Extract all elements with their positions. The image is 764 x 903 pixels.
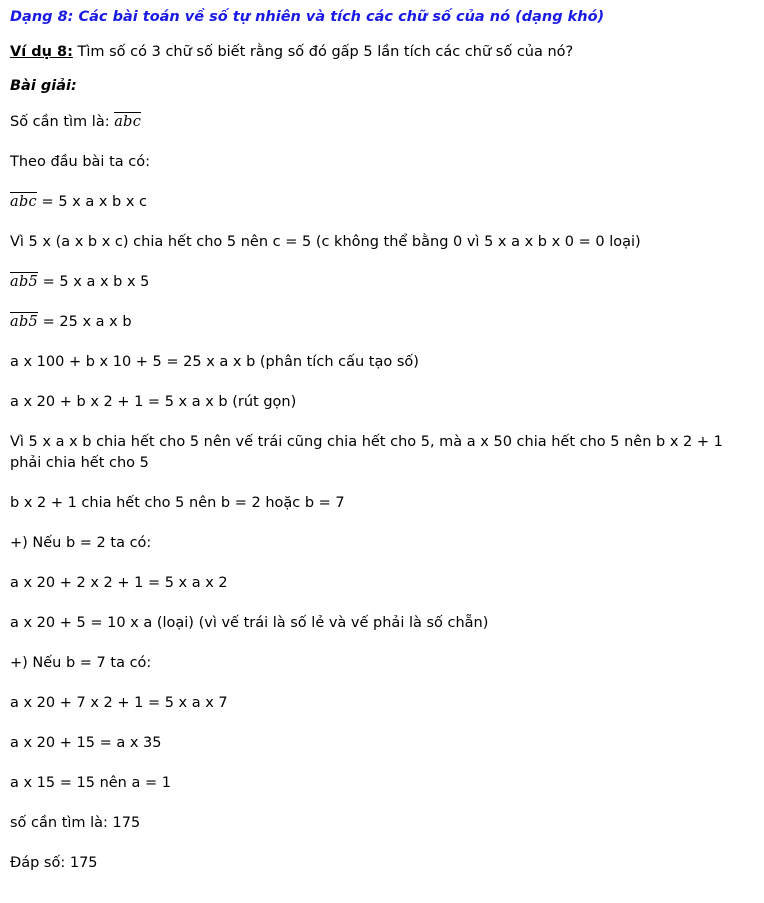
- solution-line-9: [10, 432, 754, 474]
- solution-title: Bài giải:: [10, 77, 77, 94]
- solution-line-16: [10, 733, 754, 754]
- line-text-pre: Số cần tìm là:: [10, 113, 115, 130]
- line-text-pre: Vì 5 x a x b chia hết cho 5 nên vế trái cũng chia hết cho 5, mà a x 50 chia hết cho 5 nên b x 2 + 1 phải chia hết cho 5: [10, 433, 723, 471]
- solution-line-6: [10, 312, 754, 333]
- line-text-pre: Vì 5 x (a x b x c) chia hết cho 5 nên c = 5 (c không thể bằng 0 vì 5 x a x b x 0 = 0 loại): [10, 233, 641, 250]
- section-heading: Dạng 8: Các bài toán về số tự nhiên và tích các chữ số của nó (dạng khó): [10, 9, 605, 25]
- line-text-pre: a x 20 + b x 2 + 1 = 5 x a x b (rút gọn): [10, 393, 297, 410]
- overline-math: abc: [114, 113, 142, 130]
- solution-line-15: [10, 693, 754, 714]
- line-text-pre: a x 20 + 7 x 2 + 1 = 5 x a x 7: [10, 695, 228, 712]
- solution-line-11: [10, 533, 754, 554]
- solution-line-3: [10, 192, 754, 213]
- line-text-pre: a x 20 + 15 = a x 35: [10, 735, 162, 752]
- line-text-post: = 5 x a x b x 5: [38, 273, 150, 290]
- overline-math: ab5: [10, 313, 39, 330]
- answer-line: [10, 853, 754, 874]
- solution-line-13: [10, 613, 754, 634]
- solution-line-8: [10, 392, 754, 413]
- line-text-pre: số cần tìm là: 175: [10, 815, 141, 832]
- example-statement: [10, 42, 754, 62]
- solution-line-4: [10, 232, 754, 253]
- overline-math: ab5: [10, 273, 39, 290]
- line-text-post: = 5 x a x b x c: [36, 193, 148, 210]
- solution-line-12: [10, 573, 754, 594]
- solution-line-14: [10, 653, 754, 674]
- example-text: Tìm số có 3 chữ số biết rằng số đó gấp 5 lần tích các chữ số của nó?: [72, 43, 574, 60]
- solution-line-5: [10, 272, 754, 293]
- line-text-pre: a x 20 + 2 x 2 + 1 = 5 x a x 2: [10, 575, 228, 592]
- line-text-pre: Theo đầu bài ta có:: [10, 153, 150, 170]
- line-text-pre: a x 100 + b x 10 + 5 = 25 x a x b (phân tích cấu tạo số): [10, 353, 419, 370]
- solution-line-17: [10, 773, 754, 794]
- line-text-post: = 25 x a x b: [38, 313, 132, 330]
- line-text-pre: Đáp số: 175: [10, 855, 98, 872]
- solution-line-2: [10, 152, 754, 173]
- solution-line-10: [10, 493, 754, 514]
- line-text-pre: a x 15 = 15 nên a = 1: [10, 775, 171, 792]
- line-text-pre: +) Nếu b = 7 ta có:: [10, 655, 152, 672]
- solution-line-7: [10, 352, 754, 373]
- line-text-pre: b x 2 + 1 chia hết cho 5 nên b = 2 hoặc b = 7: [10, 495, 345, 512]
- solution-line-18: [10, 813, 754, 834]
- example-label: Ví dụ 8:: [10, 43, 73, 60]
- solution-line-1: [10, 112, 754, 133]
- overline-math: abc: [10, 193, 37, 210]
- line-text-pre: +) Nếu b = 2 ta có:: [10, 535, 152, 552]
- line-text-pre: a x 20 + 5 = 10 x a (loại) (vì vế trái là số lẻ và vế phải là số chẵn): [10, 615, 489, 632]
